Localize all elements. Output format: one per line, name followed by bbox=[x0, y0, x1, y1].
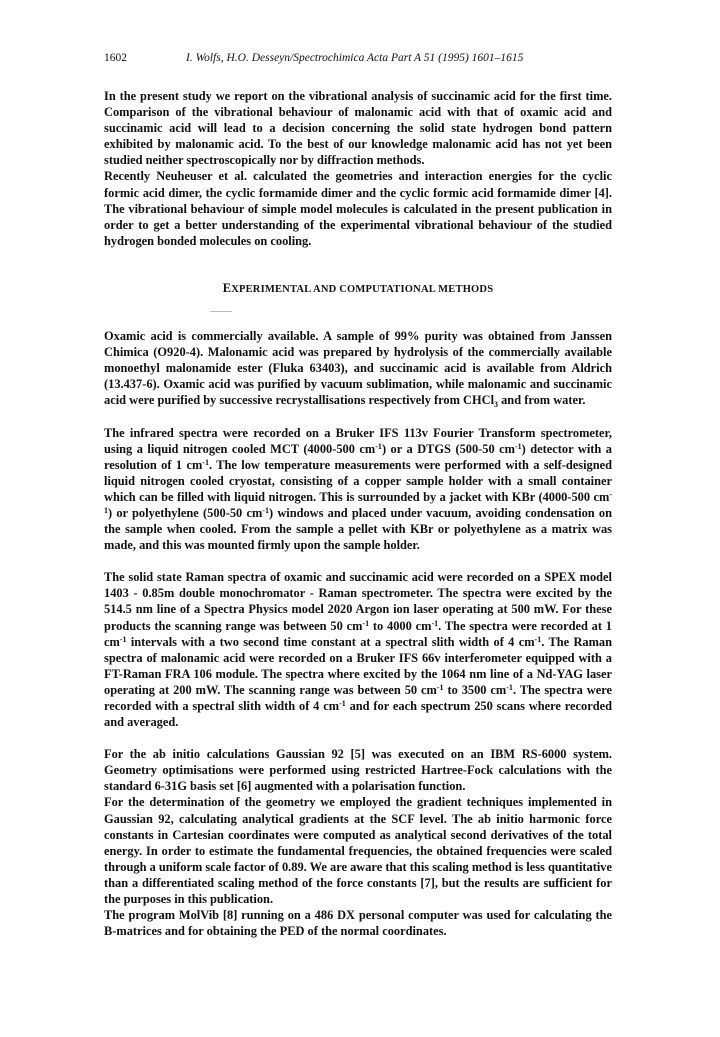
paragraph-molvib: The program MolVib [8] running on a 486 DX personal computer was used for calculating the B-matrices and for obtaining the PED of the normal coordinates. bbox=[104, 908, 612, 939]
running-head: I. Wolfs, H.O. Desseyn/Spectrochimica Acta Part A 51 (1995) 1601–1615 bbox=[186, 52, 524, 64]
paragraph-ab-initio: For the ab initio calculations Gaussian 92 [5] was executed on an IBM RS-6000 system. Geometry optimisations were performed using restricted Hartree-Fock calculations with the standard 6-31G basis set [6] augmented with a polarisation function. bbox=[104, 747, 612, 794]
paragraph-intro-neuheuser: Recently Neuheuser et al. calculated the geometries and interaction energies for the cyclic formic acid dimer, the cyclic formamide dimer and the cyclic formic acid formamide dimer [4]. The vibrational behaviour of simple model molecules is calculated in the present publication in order to get a better understanding of the experimental vibrational behaviour of the studied hydrogen bonded molecules on cooling. bbox=[104, 169, 612, 248]
article-body bbox=[104, 88, 612, 939]
paragraph-materials: Oxamic acid is commercially available. A sample of 99% purity was obtained from Janssen Chimica (O920-4). Malonamic acid was prepared by hydrolysis of the commercially available monoethyl malonamide ester (Fluka 63403), and succinamic acid is available from Aldrich (13.437-6). Oxamic acid was purified by vacuum sublimation, while malonamic and succinamic acid were purified by successive recrystallisations respectively from CHCl$_3$ and from water. bbox=[104, 329, 612, 410]
paragraph-raman: The solid state Raman spectra of oxamic and succinamic acid were recorded on a SPEX model 1403 - 0.85m double monochromator - Raman spectrometer. The spectra were excited by the 514.5 nm line of a Spectra Physics model 2020 Argon ion laser operating at 500 mW. For these products the scanning range was between 50 $cm^{-1}$ to 4000 $cm^{-1}$. The spectra were recorded at 1 $cm^{-1}$ intervals with a two second time constant at a spectral slith width of 4 $cm^{-1}$. The Raman spectra of malonamic acid were recorded on a Bruker IFS 66v interferometer equipped with a FT-Raman FRA 106 module. The spectra where excited by the 1064 nm line of a Nd-YAG laser operating at 200 mW. The scanning range was between 50 $cm^{-1}$ to 3500 $cm^{-1}$. The spectra were recorded with a spectral slith width of 4 $cm^{-1}$ and for each spectrum 250 scans where recorded and averaged. bbox=[104, 570, 613, 730]
heading-divider bbox=[210, 311, 232, 312]
paragraph-infrared: The infrared spectra were recorded on a Bruker IFS 113v Fourier Transform spectrometer, using a liquid nitrogen cooled MCT (4000-500 $cm^{-1}$) or a DTGS (500-50 $cm^{-1}$) detector with a resolution of 1 $cm^{-1}$. The low temperature measurements were performed with a self-designed liquid nitrogen cooled cryostat, consisting of a copper sample holder with a small container which can be filled with liquid nitrogen. This is surrounded by a jacket with KBr (4000-500 $cm^{-1}$) or polyethylene (500-50 $cm^{-1}$) windows and placed under vacuum, avoiding condensation on the sample when cooled. From the sample a pellet with KBr or polyethylene as a matrix was made, and this was mounted firmly upon the sample holder. bbox=[104, 425, 612, 553]
page-number: 1602 bbox=[104, 52, 127, 64]
section-heading bbox=[104, 280, 612, 298]
section-heading-initial: E bbox=[222, 280, 232, 295]
paragraph-geometry: For the determination of the geometry we employed the gradient techniques implemented in Gaussian 92, calculating analytical gradients at the SCF level. The ab initio harmonic force constants in Cartesian coordinates were computed as analytical second derivatives of the total energy. In order to estimate the fundamental frequencies, the obtained frequencies were scaled through a uniform scale factor of 0.89. We are aware that this scaling method is less quantitative than a differentiated scaling method of the force constants [7], but the results are sufficient for the purposes in this publication. bbox=[104, 795, 612, 907]
section-heading-rest: XPERIMENTAL AND COMPUTATIONAL METHODS bbox=[231, 283, 494, 295]
paragraph-intro-study: In the present study we report on the vibrational analysis of succinamic acid for the first time. Comparison of the vibrational behaviour of malonamic acid with that of oxamic acid and succinamic acid will lead to a decision concerning the solid state hydrogen bond pattern exhibited by malonamic acid. To the best of our knowledge malonamic acid has not yet been studied neither spectroscopically nor by diffraction methods. bbox=[104, 89, 612, 168]
